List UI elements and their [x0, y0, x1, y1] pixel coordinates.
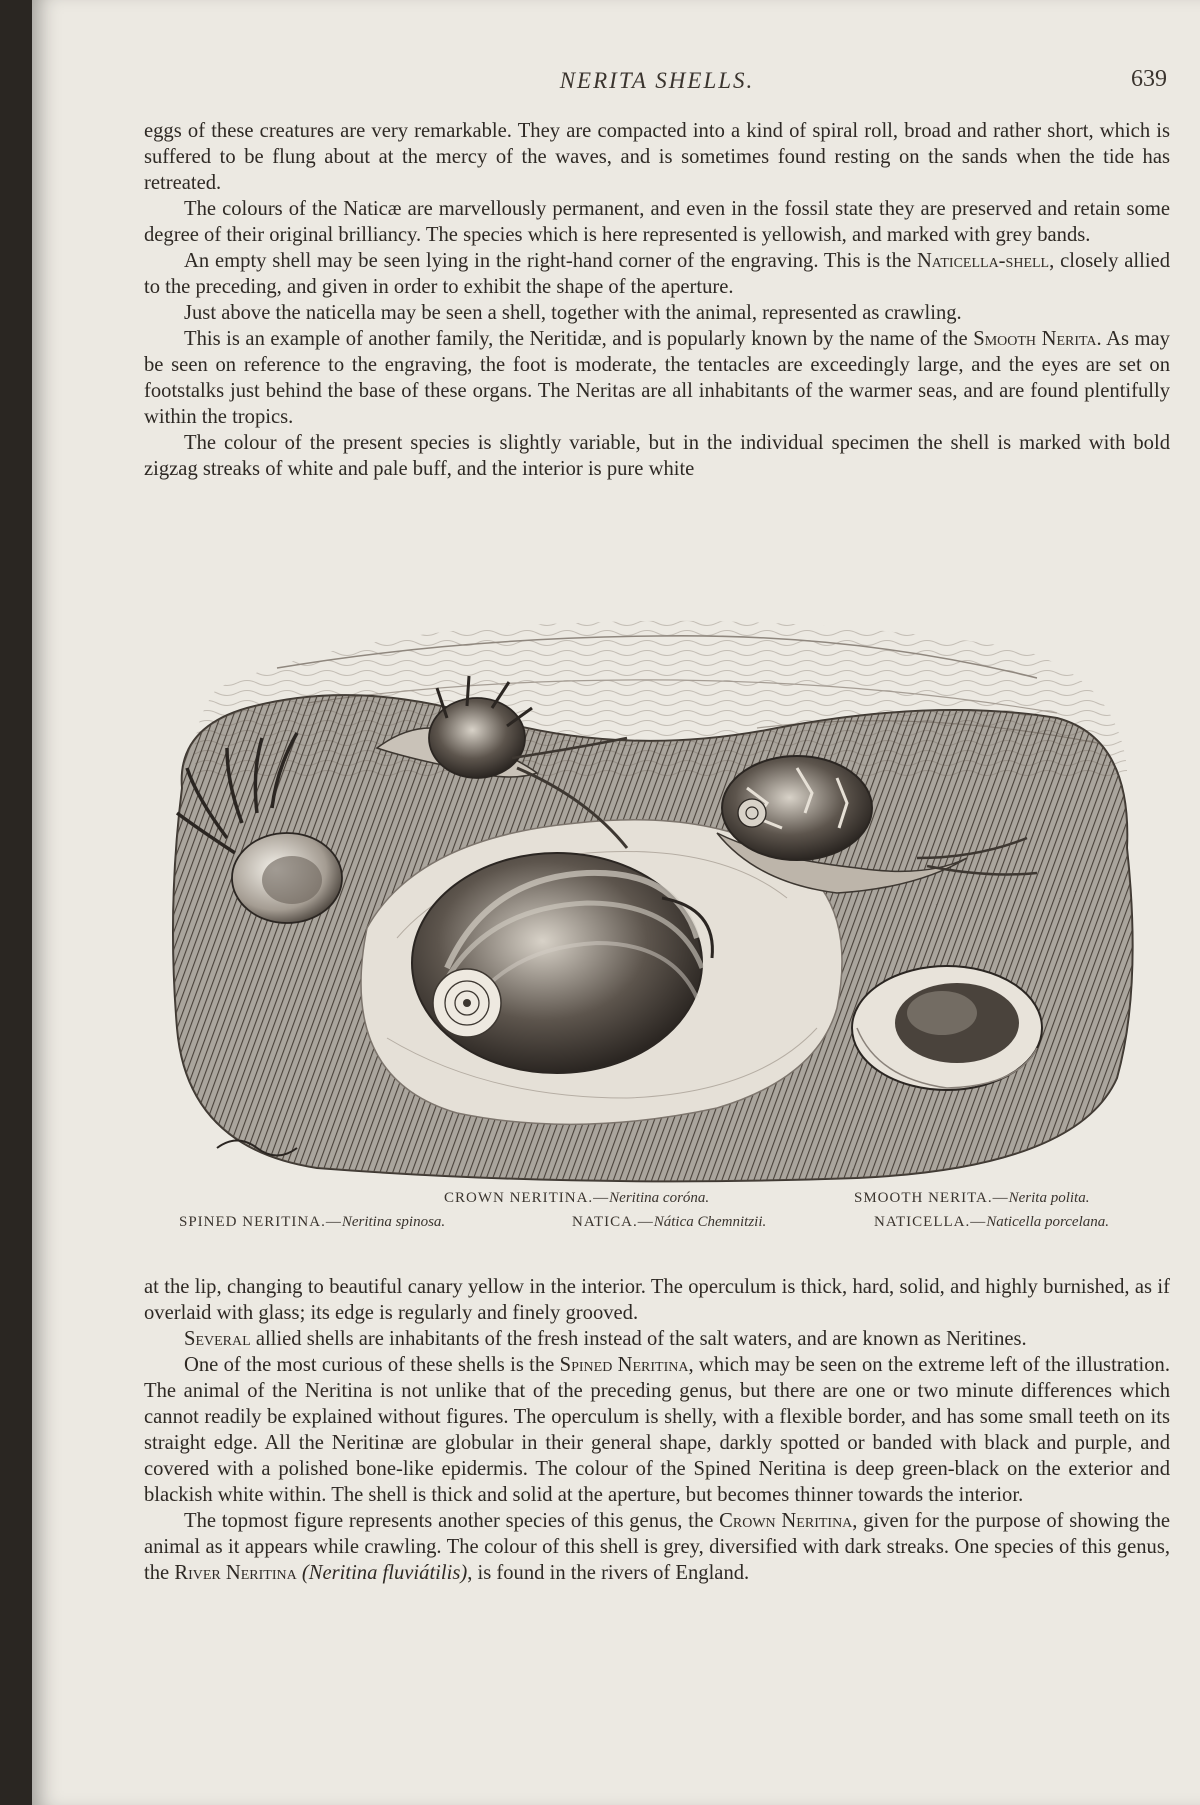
naticella-shell-figure — [852, 966, 1042, 1090]
shells-engraving — [157, 608, 1147, 1183]
small-caps-term: River Neritina — [174, 1562, 297, 1584]
small-caps-term: Crown Neritina — [719, 1510, 853, 1532]
paragraph: The topmost figure represents another species of this genus, the Crown Neritina, given for the purpose of showing the animal as it appears while crawling. The colour of this shell is grey, diversified with dark streaks. One species of this genus, the River Neritina (Neritina fluviátilis), is found in the rivers of England. — [144, 1510, 1171, 1584]
paragraph: The colours of the Naticæ are marvellously permanent, and even in the fossil state they are preserved and retain some degree of their original brilliancy. The species which is here represented is yellowish, and marked with grey bands. — [144, 198, 1170, 246]
paragraph: An empty shell may be seen lying in the right-hand corner of the engraving. This is the Naticella-shell, closely allied to the preceding, and given in order to exhibit the shape of the aperture. — [144, 250, 1170, 298]
caption-spined-neritina: SPINED NERITINA.—Neritina spinosa. — [179, 1214, 446, 1230]
small-caps-term: Smooth Nerita — [973, 328, 1097, 350]
paragraph: The colour of the present species is slightly variable, but in the individual specimen the shell is marked with bold zigzag streaks of white and pale buff, and the interior is pure white — [144, 432, 1170, 480]
paragraph: at the lip, changing to beautiful canary yellow in the interior. The operculum is thick, hard, solid, and highly burnished, as if overlaid with glass; its edge is regularly and finely grooved. — [144, 1276, 1170, 1324]
caption-crown-neritina: CROWN NERITINA.—Neritina coróna. — [444, 1190, 710, 1206]
caption-naticella: NATICELLA.—Naticella porcelana. — [874, 1214, 1110, 1230]
small-caps-term: Spined Neritina — [559, 1354, 689, 1376]
paragraph: eggs of these creatures are very remarkable. They are compacted into a kind of spiral roll, broad and rather short, which is suffered to be flung about at the mercy of the waves, and is sometimes found resting on the sands when the tide has retreated. — [144, 120, 1170, 194]
scientific-name: (Neritina fluviátilis) — [301, 1562, 468, 1584]
caption-smooth-nerita: SMOOTH NERITA.—Nerita polita. — [854, 1190, 1090, 1206]
small-caps-term: Several — [184, 1328, 251, 1350]
paragraph: Several allied shells are inhabitants of the fresh instead of the salt waters, and are known as Neritines. — [184, 1328, 1027, 1350]
paragraph: Just above the naticella may be seen a shell, together with the animal, represented as crawling. — [184, 302, 962, 324]
page-number: 639 — [1131, 66, 1167, 92]
book-page — [32, 0, 1200, 1805]
figure-captions — [144, 1190, 1170, 1250]
paragraph: One of the most curious of these shells is the Spined Neritina, which may be seen on the extreme left of the illustration. The animal of the Neritina is not unlike that of the preceding genus, but there are one or two minute differences which cannot readily be explained without figures. The operculum is shelly, with a flexible border, and has some small teeth on its straight edge. All the Neritinæ are globular in their general shape, darkly spotted or banded with black and purple, and covered with a polished bone-like epidermis. The colour of the Spined Neritina is deep green-black on the exterior and blackish white within. The shell is thick and solid at the aperture, but becomes thinner towards the interior. — [144, 1354, 1170, 1506]
top-text-block — [144, 118, 1170, 482]
paragraph: This is an example of another family, the Neritidæ, and is popularly known by the name of the Smooth Nerita. As may be seen on reference to the engraving, the foot is moderate, the tentacles are exceedingly large, and the eyes are set on footstalks just behind the base of these organs. The Neritas are all inhabitants of the warmer seas, and are found plentifully within the tropics. — [144, 328, 1170, 428]
small-caps-term: Naticella-shell — [916, 250, 1050, 272]
page-header — [147, 68, 1167, 104]
caption-natica: NATICA.—Nática Chemnitzii. — [572, 1214, 767, 1230]
bottom-text-block — [144, 1274, 1170, 1586]
running-title: NERITA SHELLS. — [559, 68, 755, 93]
